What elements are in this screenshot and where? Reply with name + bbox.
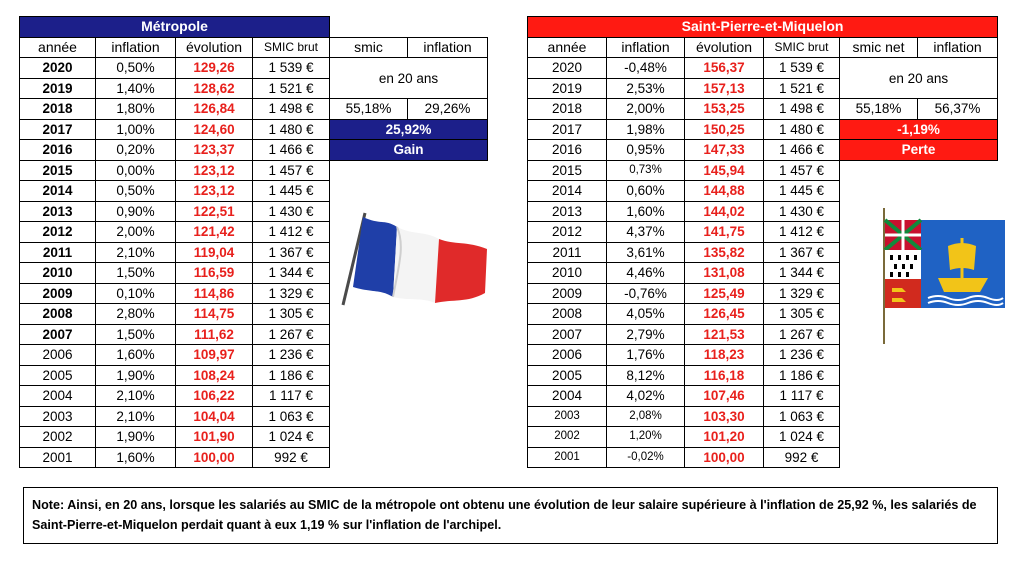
year-cell: 2015 <box>528 160 607 181</box>
table-row <box>528 427 998 448</box>
empty-cell <box>330 386 488 407</box>
table-row <box>528 58 998 79</box>
evolution-cell: 153,25 <box>685 99 764 120</box>
evolution-cell: 108,24 <box>176 365 253 386</box>
year-cell: 2005 <box>528 365 607 386</box>
evolution-cell: 101,20 <box>685 427 764 448</box>
col-header: smic net <box>840 37 918 58</box>
inflation-cell: -0,02% <box>607 447 685 468</box>
smic-brut-cell: 1 521 € <box>764 78 840 99</box>
smic-brut-cell: 1 521 € <box>253 78 330 99</box>
inflation-cell: 1,50% <box>96 324 176 345</box>
inflation-cell: 0,00% <box>96 160 176 181</box>
table-row <box>528 345 998 366</box>
year-cell: 2009 <box>528 283 607 304</box>
year-cell: 2012 <box>528 222 607 243</box>
inflation-cell: 1,50% <box>96 263 176 284</box>
inflation-cell: 2,00% <box>607 99 685 120</box>
smic-brut-cell: 1 186 € <box>764 365 840 386</box>
evolution-cell: 156,37 <box>685 58 764 79</box>
evolution-cell: 131,08 <box>685 263 764 284</box>
year-cell: 2016 <box>528 140 607 161</box>
evolution-cell: 104,04 <box>176 406 253 427</box>
year-cell: 2003 <box>20 406 96 427</box>
evolution-cell: 107,46 <box>685 386 764 407</box>
col-header: SMIC brut <box>764 37 840 58</box>
table-row <box>20 58 488 79</box>
summary-label: en 20 ans <box>330 58 488 99</box>
smic-brut-cell: 1 305 € <box>764 304 840 325</box>
smic-brut-cell: 1 466 € <box>253 140 330 161</box>
inflation-cell: 2,80% <box>96 304 176 325</box>
inflation-cell: 3,61% <box>607 242 685 263</box>
year-cell: 2018 <box>528 99 607 120</box>
inflation-cell: 0,90% <box>96 201 176 222</box>
col-header: évolution <box>685 37 764 58</box>
table-row <box>528 386 998 407</box>
smic-brut-cell: 1 412 € <box>253 222 330 243</box>
empty-cell <box>330 160 488 181</box>
col-header: inflation <box>96 37 176 58</box>
evolution-cell: 144,02 <box>685 201 764 222</box>
evolution-cell: 147,33 <box>685 140 764 161</box>
year-cell: 2019 <box>528 78 607 99</box>
evolution-cell: 122,51 <box>176 201 253 222</box>
year-cell: 2009 <box>20 283 96 304</box>
inflation-cell: 2,53% <box>607 78 685 99</box>
smic-brut-cell: 1 024 € <box>253 427 330 448</box>
col-header: SMIC brut <box>253 37 330 58</box>
inflation-cell: 1,60% <box>96 345 176 366</box>
smic-brut-cell: 1 430 € <box>253 201 330 222</box>
smic-brut-cell: 1 466 € <box>764 140 840 161</box>
empty-cell <box>840 365 998 386</box>
smic-brut-cell: 1 539 € <box>764 58 840 79</box>
evolution-cell: 123,12 <box>176 181 253 202</box>
smic-brut-cell: 1 236 € <box>764 345 840 366</box>
table-row <box>20 324 488 345</box>
table-row <box>528 181 998 202</box>
inflation-cell: 0,50% <box>96 181 176 202</box>
inflation-cell: 0,73% <box>607 160 685 181</box>
evolution-cell: 103,30 <box>685 406 764 427</box>
table-row <box>528 119 998 140</box>
evolution-cell: 123,12 <box>176 160 253 181</box>
inflation-pct: 29,26% <box>408 99 488 120</box>
table-row <box>20 119 488 140</box>
inflation-cell: 4,37% <box>607 222 685 243</box>
smic-brut-cell: 1 344 € <box>253 263 330 284</box>
smic-brut-cell: 1 063 € <box>764 406 840 427</box>
evolution-cell: 111,62 <box>176 324 253 345</box>
empty-cell <box>330 345 488 366</box>
smic-brut-cell: 1 367 € <box>764 242 840 263</box>
evolution-cell: 125,49 <box>685 283 764 304</box>
table-row <box>528 447 998 468</box>
year-cell: 2004 <box>20 386 96 407</box>
smic-brut-cell: 1 367 € <box>253 242 330 263</box>
saint-pierre-et-miquelon-flag-icon <box>878 208 1013 344</box>
empty-cell <box>330 324 488 345</box>
metropole-title: Métropole <box>20 17 330 38</box>
evolution-cell: 100,00 <box>685 447 764 468</box>
inflation-cell: 2,79% <box>607 324 685 345</box>
inflation-cell: 1,60% <box>96 447 176 468</box>
evolution-cell: 109,97 <box>176 345 253 366</box>
year-cell: 2011 <box>20 242 96 263</box>
year-cell: 2016 <box>20 140 96 161</box>
result-value: -1,19% <box>840 119 998 140</box>
table-row <box>528 406 998 427</box>
year-cell: 2011 <box>528 242 607 263</box>
inflation-cell: 1,20% <box>607 427 685 448</box>
empty-cell <box>330 181 488 202</box>
evolution-cell: 135,82 <box>685 242 764 263</box>
year-cell: 2013 <box>528 201 607 222</box>
table-row <box>20 99 488 120</box>
evolution-cell: 123,37 <box>176 140 253 161</box>
evolution-cell: 126,84 <box>176 99 253 120</box>
smic-brut-cell: 1 445 € <box>253 181 330 202</box>
smic-brut-cell: 1 480 € <box>253 119 330 140</box>
year-cell: 2019 <box>20 78 96 99</box>
year-cell: 2013 <box>20 201 96 222</box>
spm-title: Saint-Pierre-et-Miquelon <box>528 17 998 38</box>
note-box <box>23 487 998 544</box>
table-row <box>20 447 488 468</box>
year-cell: 2004 <box>528 386 607 407</box>
result-value: 25,92% <box>330 119 488 140</box>
smic-brut-cell: 1 412 € <box>764 222 840 243</box>
empty-cell <box>840 181 998 202</box>
inflation-cell: 0,10% <box>96 283 176 304</box>
year-cell: 2001 <box>528 447 607 468</box>
col-header: smic <box>330 37 408 58</box>
inflation-cell: 4,05% <box>607 304 685 325</box>
smic-pct: 55,18% <box>840 99 918 120</box>
year-cell: 2012 <box>20 222 96 243</box>
evolution-cell: 126,45 <box>685 304 764 325</box>
table-row <box>20 181 488 202</box>
smic-brut-cell: 1 457 € <box>253 160 330 181</box>
inflation-cell: 1,40% <box>96 78 176 99</box>
empty-cell <box>330 447 488 468</box>
col-header: inflation <box>408 37 488 58</box>
table-row <box>20 160 488 181</box>
evolution-cell: 114,86 <box>176 283 253 304</box>
evolution-cell: 141,75 <box>685 222 764 243</box>
empty-cell <box>330 365 488 386</box>
year-cell: 2002 <box>20 427 96 448</box>
evolution-cell: 114,75 <box>176 304 253 325</box>
smic-brut-cell: 1 305 € <box>253 304 330 325</box>
col-header: évolution <box>176 37 253 58</box>
evolution-cell: 116,18 <box>685 365 764 386</box>
year-cell: 2017 <box>528 119 607 140</box>
table-row <box>528 99 998 120</box>
empty-cell <box>330 427 488 448</box>
smic-brut-cell: 1 117 € <box>253 386 330 407</box>
evolution-cell: 101,90 <box>176 427 253 448</box>
year-cell: 2005 <box>20 365 96 386</box>
smic-brut-cell: 992 € <box>253 447 330 468</box>
result-label: Perte <box>840 140 998 161</box>
year-cell: 2017 <box>20 119 96 140</box>
inflation-cell: 1,90% <box>96 365 176 386</box>
inflation-cell: 2,10% <box>96 242 176 263</box>
inflation-cell: -0,76% <box>607 283 685 304</box>
evolution-cell: 100,00 <box>176 447 253 468</box>
inflation-cell: 1,98% <box>607 119 685 140</box>
summary-label: en 20 ans <box>840 58 998 99</box>
empty-cell <box>840 160 998 181</box>
year-cell: 2008 <box>20 304 96 325</box>
result-label: Gain <box>330 140 488 161</box>
smic-brut-cell: 992 € <box>764 447 840 468</box>
col-header: année <box>20 37 96 58</box>
inflation-cell: 4,02% <box>607 386 685 407</box>
empty-cell <box>840 386 998 407</box>
inflation-cell: 0,60% <box>607 181 685 202</box>
table-row <box>528 140 998 161</box>
inflation-cell: 1,90% <box>96 427 176 448</box>
smic-brut-cell: 1 430 € <box>764 201 840 222</box>
year-cell: 2006 <box>20 345 96 366</box>
year-cell: 2018 <box>20 99 96 120</box>
smic-brut-cell: 1 117 € <box>764 386 840 407</box>
smic-brut-cell: 1 480 € <box>764 119 840 140</box>
year-cell: 2020 <box>528 58 607 79</box>
inflation-cell: 1,80% <box>96 99 176 120</box>
year-cell: 2015 <box>20 160 96 181</box>
inflation-cell: -0,48% <box>607 58 685 79</box>
year-cell: 2007 <box>20 324 96 345</box>
smic-brut-cell: 1 457 € <box>764 160 840 181</box>
inflation-cell: 0,95% <box>607 140 685 161</box>
table-row <box>528 365 998 386</box>
empty-cell <box>330 406 488 427</box>
table-row <box>528 160 998 181</box>
smic-brut-cell: 1 236 € <box>253 345 330 366</box>
empty-cell <box>840 345 998 366</box>
evolution-cell: 106,22 <box>176 386 253 407</box>
table-row <box>20 427 488 448</box>
inflation-cell: 1,76% <box>607 345 685 366</box>
inflation-cell: 2,08% <box>607 406 685 427</box>
evolution-cell: 144,88 <box>685 181 764 202</box>
year-cell: 2001 <box>20 447 96 468</box>
col-header: inflation <box>607 37 685 58</box>
evolution-cell: 129,26 <box>176 58 253 79</box>
year-cell: 2010 <box>528 263 607 284</box>
year-cell: 2014 <box>528 181 607 202</box>
year-cell: 2008 <box>528 304 607 325</box>
evolution-cell: 145,94 <box>685 160 764 181</box>
evolution-cell: 121,53 <box>685 324 764 345</box>
col-header: année <box>528 37 607 58</box>
inflation-cell: 2,10% <box>96 406 176 427</box>
table-row <box>20 406 488 427</box>
inflation-pct: 56,37% <box>918 99 998 120</box>
note-text: Note: Ainsi, en 20 ans, lorsque les salariés au SMIC de la métropole ont obtenu une évolution de leur salaire supérieure à l'inflation de 25,92 %, les salariés de Saint-Pierre-et-Miquelon perdait quant à eux 1,19 % sur l'inflation de l'archipel. <box>32 498 977 532</box>
inflation-cell: 1,60% <box>607 201 685 222</box>
table-row <box>20 386 488 407</box>
evolution-cell: 116,59 <box>176 263 253 284</box>
smic-brut-cell: 1 539 € <box>253 58 330 79</box>
inflation-cell: 0,50% <box>96 58 176 79</box>
table-row <box>20 345 488 366</box>
table-row <box>20 365 488 386</box>
inflation-cell: 2,00% <box>96 222 176 243</box>
smic-brut-cell: 1 024 € <box>764 427 840 448</box>
smic-brut-cell: 1 186 € <box>253 365 330 386</box>
empty-cell <box>840 406 998 427</box>
smic-brut-cell: 1 267 € <box>764 324 840 345</box>
smic-brut-cell: 1 498 € <box>253 99 330 120</box>
french-flag-icon <box>335 205 495 310</box>
evolution-cell: 118,23 <box>685 345 764 366</box>
inflation-cell: 2,10% <box>96 386 176 407</box>
year-cell: 2003 <box>528 406 607 427</box>
year-cell: 2010 <box>20 263 96 284</box>
evolution-cell: 128,62 <box>176 78 253 99</box>
year-cell: 2006 <box>528 345 607 366</box>
smic-brut-cell: 1 445 € <box>764 181 840 202</box>
smic-brut-cell: 1 329 € <box>764 283 840 304</box>
smic-brut-cell: 1 344 € <box>764 263 840 284</box>
table-row <box>20 140 488 161</box>
year-cell: 2020 <box>20 58 96 79</box>
evolution-cell: 121,42 <box>176 222 253 243</box>
year-cell: 2014 <box>20 181 96 202</box>
evolution-cell: 157,13 <box>685 78 764 99</box>
inflation-cell: 1,00% <box>96 119 176 140</box>
year-cell: 2002 <box>528 427 607 448</box>
evolution-cell: 150,25 <box>685 119 764 140</box>
year-cell: 2007 <box>528 324 607 345</box>
smic-brut-cell: 1 329 € <box>253 283 330 304</box>
smic-brut-cell: 1 498 € <box>764 99 840 120</box>
empty-cell <box>840 447 998 468</box>
empty-cell <box>840 427 998 448</box>
smic-pct: 55,18% <box>330 99 408 120</box>
evolution-cell: 119,04 <box>176 242 253 263</box>
inflation-cell: 8,12% <box>607 365 685 386</box>
smic-brut-cell: 1 267 € <box>253 324 330 345</box>
evolution-cell: 124,60 <box>176 119 253 140</box>
col-header: inflation <box>918 37 998 58</box>
inflation-cell: 0,20% <box>96 140 176 161</box>
smic-brut-cell: 1 063 € <box>253 406 330 427</box>
inflation-cell: 4,46% <box>607 263 685 284</box>
